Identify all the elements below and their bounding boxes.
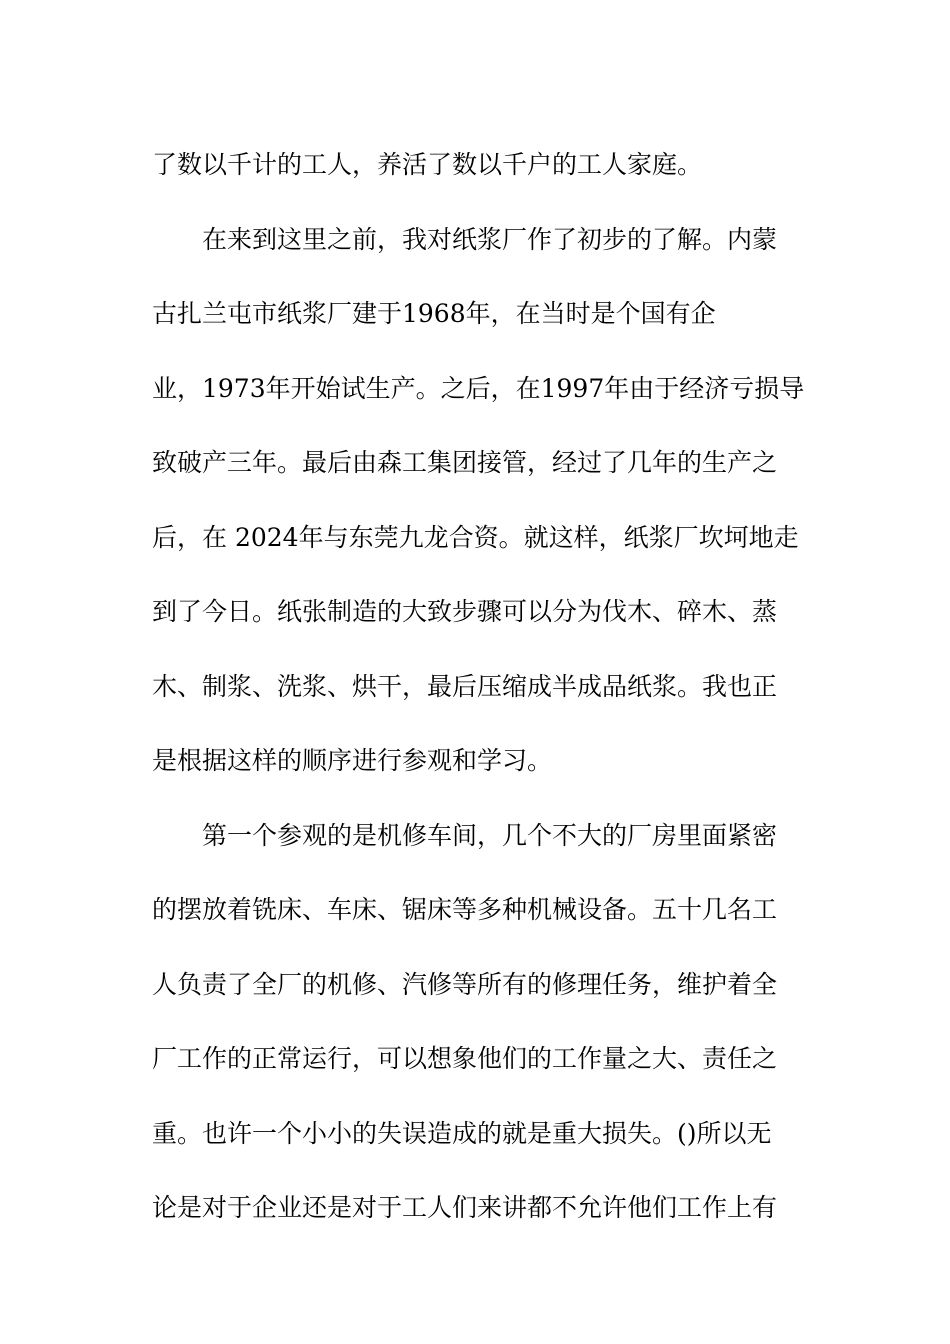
text-line: 致破产三年。最后由森工集团接管，经过了几年的生产之 bbox=[152, 448, 778, 477]
text-line: 的摆放着铣床、车床、锯床等多种机械设备。五十几名工 bbox=[152, 895, 778, 924]
text-line: 是根据这样的顺序进行参观和学习。 bbox=[152, 746, 553, 775]
text-line: 在来到这里之前，我对纸浆厂作了初步的了解。内蒙 bbox=[202, 224, 778, 254]
body-text bbox=[152, 128, 812, 1246]
text-line: 木、制浆、洗浆、烘干，最后压缩成半成品纸浆。我也正 bbox=[152, 671, 778, 701]
text-line: 第一个参观的是机修车间，几个不大的厂房里面紧密 bbox=[202, 820, 778, 850]
text-line: 到了今日。纸张制造的大致步骤可以分为伐木、碎木、蒸 bbox=[152, 597, 778, 626]
text-line: 论是对于企业还是对于工人们来讲都不允许他们工作上有 bbox=[152, 1193, 778, 1222]
text-line: 厂工作的正常运行，可以想象他们的工作量之大、责任之 bbox=[152, 1044, 778, 1073]
text-line: 了数以千计的工人，养活了数以千户的工人家庭。 bbox=[152, 150, 703, 179]
text-line: 重。也许一个小小的失误造成的就是重大损失。()所以无 bbox=[152, 1118, 772, 1148]
text-line: 后，在 2024年与东莞九龙合资。就这样，纸浆厂坎坷地走 bbox=[152, 522, 799, 552]
text-line: 人负责了全厂的机修、汽修等所有的修理任务，维护着全 bbox=[152, 969, 778, 999]
text-line: 古扎兰屯市纸浆厂建于1968年，在当时是个国有企 bbox=[152, 299, 716, 328]
text-line: 业，1973年开始试生产。之后，在1997年由于经济亏损导 bbox=[152, 373, 805, 403]
